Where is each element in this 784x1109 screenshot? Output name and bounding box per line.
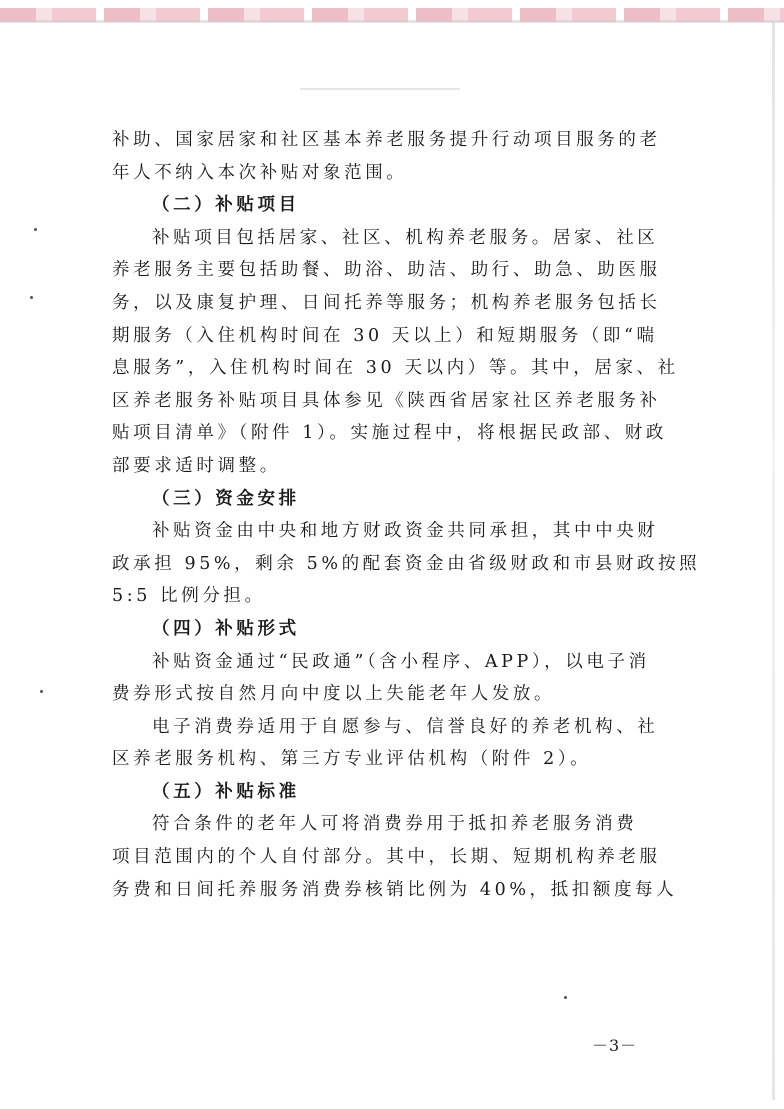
scan-artifact xyxy=(300,88,460,90)
scan-speck xyxy=(564,996,567,999)
paragraph-line: 符合条件的老年人可将消费券用于抵扣养老服务消费 xyxy=(152,814,638,835)
paragraph-line: 费券形式按自然月向中度以上失能老年人发放。 xyxy=(112,684,556,705)
paragraph-line: 年人不纳入本次补贴对象范围。 xyxy=(112,162,408,183)
scan-top-line xyxy=(0,20,784,23)
paragraph-line: 项目范围内的个人自付部分。其中，长期、短期机构养老服 xyxy=(112,847,661,868)
paragraph-line: 政承担 95%，剩余 5%的配套资金由省级财政和市县财政按照 xyxy=(112,553,701,574)
paragraph-line: 补贴资金由中央和地方财政资金共同承担，其中中央财 xyxy=(152,521,659,542)
scan-speck xyxy=(30,296,33,299)
paragraph-line: 补贴资金通过“民政通”（含小程序、APP），以电子消 xyxy=(152,651,650,672)
section-heading: （二）补贴项目 xyxy=(152,195,300,216)
scan-speck xyxy=(34,228,37,231)
paragraph-line: 期服务（入住机构时间在 30 天以上）和短期服务（即“喘 xyxy=(112,325,658,346)
paragraph-line: 区养老服务补贴项目具体参见《陕西省居家社区养老服务补 xyxy=(112,390,661,411)
document-body xyxy=(112,124,701,906)
paragraph-line: 区养老服务机构、第三方专业评估机构（附件 2）。 xyxy=(112,749,592,770)
paragraph-line: 务，以及康复护理、日间托养等服务；机构养老服务包括长 xyxy=(112,292,661,313)
paragraph-line: 补贴项目包括居家、社区、机构养老服务。居家、社区 xyxy=(152,227,659,248)
section-heading: （三）资金安排 xyxy=(152,488,300,509)
section-heading: （四）补贴形式 xyxy=(152,618,300,639)
paragraph-line: 贴项目清单》（附件 1）。实施过程中，将根据民政部、财政 xyxy=(112,423,667,444)
paragraph-line: 电子消费券适用于自愿参与、信誉良好的养老机构、社 xyxy=(152,716,659,737)
paragraph-line: 补助、国家居家和社区基本养老服务提升行动项目服务的老 xyxy=(112,130,661,150)
page-number: －3－ xyxy=(592,1036,638,1055)
paragraph-line: 养老服务主要包括助餐、助浴、助洁、助行、助急、助医服 xyxy=(112,260,661,281)
paragraph-line: 息服务”，入住机构时间在 30 天以内）等。其中，居家、社 xyxy=(112,358,679,379)
scan-speck xyxy=(40,690,43,693)
paragraph-line: 部要求适时调整。 xyxy=(112,455,281,476)
paragraph-line: 务费和日间托养服务消费券核销比例为 40%，抵扣额度每人 xyxy=(112,879,678,900)
paragraph-line: 5:5 比例分担。 xyxy=(112,586,266,607)
section-heading: （五）补贴标准 xyxy=(152,781,300,802)
scan-right-edge xyxy=(772,20,775,1100)
